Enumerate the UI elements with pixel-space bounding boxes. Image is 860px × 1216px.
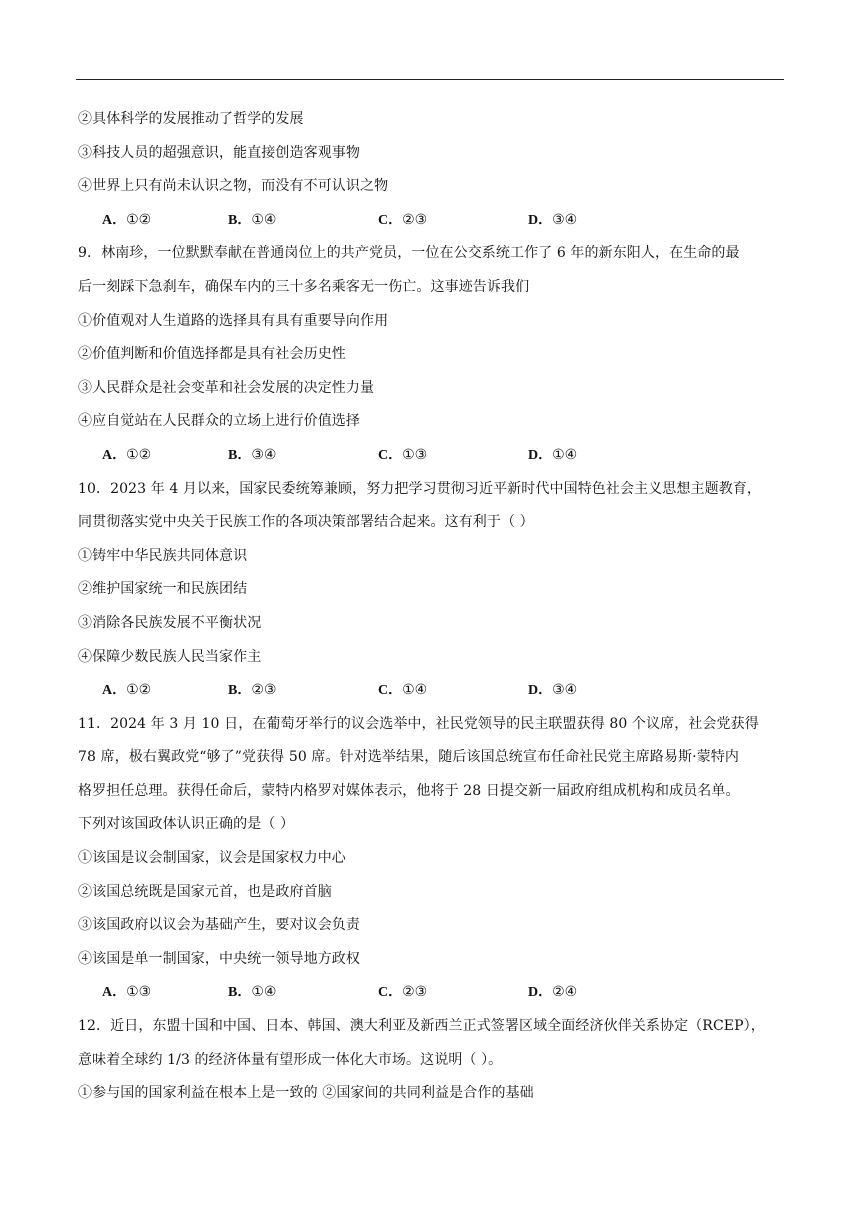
question-10 (78, 473, 784, 708)
choice-a: A．①② (102, 682, 152, 699)
option-line: ④应自觉站在人民群众的立场上进行价值选择 (78, 413, 360, 430)
option-line: ②价值判断和价值选择都是具有社会历史性 (78, 346, 346, 363)
question-8 (78, 103, 784, 237)
choice-b: B．①④ (228, 984, 277, 1001)
choice-c: C．②③ (378, 984, 428, 1001)
question-9 (78, 237, 784, 472)
question-11 (78, 708, 784, 1010)
option-line: ③消除各民族发展不平衡状况 (78, 614, 262, 631)
choice-d: D．③④ (528, 211, 578, 228)
choice-d: D．③④ (528, 682, 578, 699)
option-line: ④该国是单一制国家，中央统一领导地方政权 (78, 950, 360, 967)
question-stem: 9．林南珍，一位默默奉献在普通岗位上的共产党员，一位在公交系统工作了 6 年的新东阳人，在生命的最 (78, 245, 740, 262)
option-line: ①该国是议会制国家，议会是国家权力中心 (78, 850, 346, 867)
answer-choices (78, 439, 784, 473)
answer-choices (78, 204, 784, 238)
question-stem: 后一刻踩下急刹车，确保车内的三十多名乘客无一伤亡。这事迹告诉我们 (78, 278, 530, 295)
document-body (78, 103, 784, 1111)
question-stem: 下列对该国政体认识正确的是（ ） (78, 816, 295, 833)
option-line: ③科技人员的超强意识，能直接创造客观事物 (78, 144, 360, 161)
question-stem: 12．近日，东盟十国和中国、日本、韩国、澳大利亚及新西兰正式签署区域全面经济伙伴关系协定（RCEP）， (78, 1018, 765, 1035)
choice-b: B．③④ (228, 446, 277, 463)
question-stem: 同贯彻落实党中央关于民族工作的各项决策部署结合起来。这有利于（ ） (78, 514, 534, 531)
option-line: ②具体科学的发展推动了哲学的发展 (78, 111, 304, 127)
choice-b: B．②③ (228, 682, 277, 699)
choice-a: A．①③ (102, 984, 152, 1001)
option-line: ②该国总统既是国家元首，也是政府首脑 (78, 883, 332, 900)
choice-a: A．①② (102, 446, 152, 463)
choice-c: C．②③ (378, 211, 428, 228)
answer-choices (78, 976, 784, 1010)
choice-d: D．②④ (528, 984, 578, 1001)
option-line: ②维护国家统一和民族团结 (78, 581, 248, 598)
choice-d: D．①④ (528, 446, 578, 463)
option-line: ①参与国的国家利益在根本上是一致的 ②国家间的共同利益是合作的基础 (78, 1085, 534, 1102)
choice-b: B．①④ (228, 211, 277, 228)
question-stem: 11．2024 年 3 月 10 日，在葡萄牙举行的议会选举中，社民党领导的民主联盟获得 80 个议席，社会党获得 (78, 715, 759, 732)
question-stem: 10．2023 年 4 月以来，国家民委统筹兼顾，努力把学习贯彻习近平新时代中国特色社会主义思想主题教育， (78, 480, 761, 497)
option-line: ③人民群众是社会变革和社会发展的决定性力量 (78, 379, 375, 396)
answer-choices (78, 674, 784, 708)
question-stem: 格罗担任总理。获得任命后，蒙特内格罗对媒体表示，他将于 28 日提交新一届政府组成机构和成员名单。 (78, 782, 740, 799)
option-line: ①价值观对人生道路的选择具有具有重要导向作用 (78, 312, 389, 329)
option-line: ①铸牢中华民族共同体意识 (78, 547, 248, 564)
choice-a: A．①② (102, 211, 152, 228)
header-rule (76, 79, 784, 80)
choice-c: C．①③ (378, 446, 428, 463)
option-line: ④世界上只有尚未认识之物，而没有不可认识之物 (78, 178, 389, 195)
question-stem: 意味着全球约 1/3 的经济体量有望形成一体化大市场。这说明（ ）。 (78, 1051, 503, 1068)
option-line: ④保障少数民族人民当家作主 (78, 648, 262, 665)
question-stem: 78 席，极右翼政党“够了”党获得 50 席。针对选举结果，随后该国总统宣布任命社民党主席路易斯·蒙特内 (78, 749, 739, 766)
question-12 (78, 1010, 784, 1111)
option-line: ③该国政府以议会为基础产生，要对议会负责 (78, 917, 360, 934)
choice-c: C．①④ (378, 682, 428, 699)
